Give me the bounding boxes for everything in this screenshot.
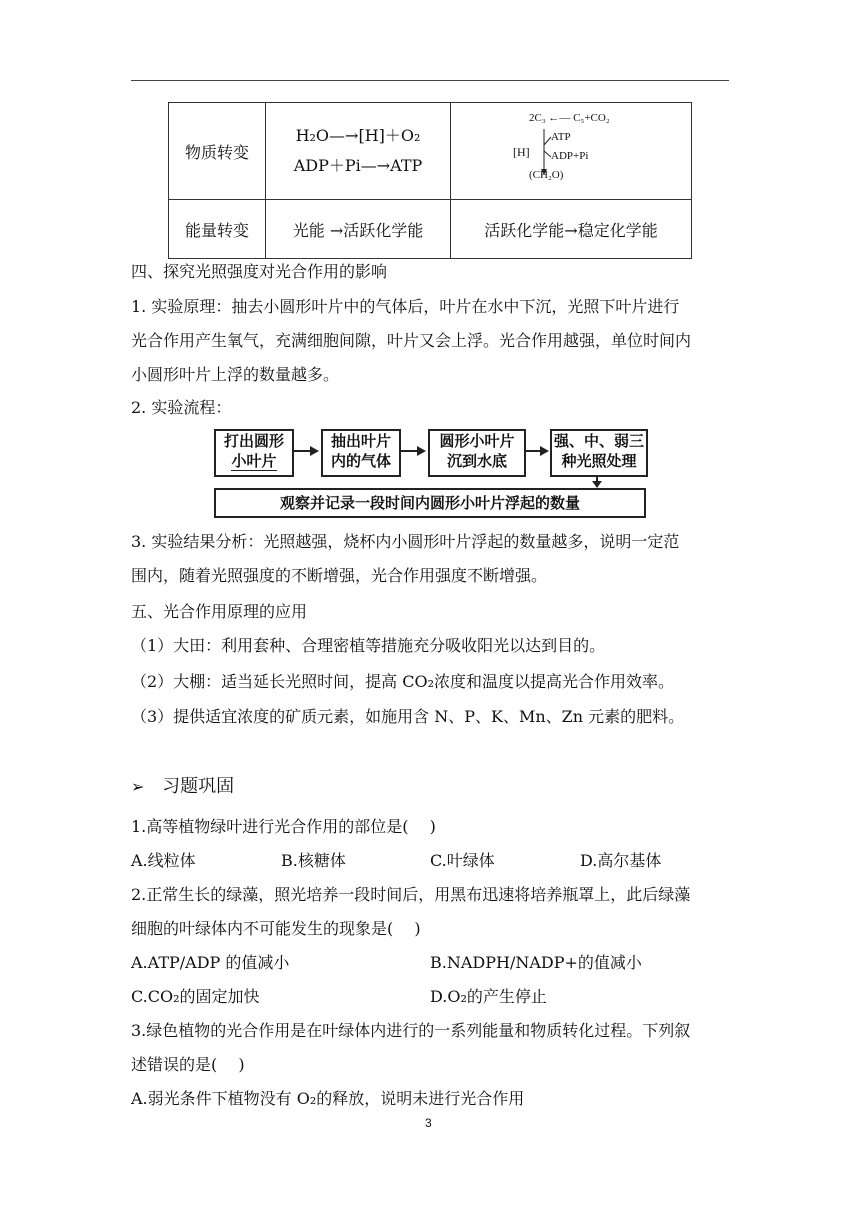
- calvin-ch2o: (CH₂O): [529, 169, 564, 181]
- paragraph-line: 1. 实验原理：抽去小圆形叶片中的气体后，叶片在水中下沉，光照下叶片进行: [131, 297, 680, 316]
- flow-step-text: 打出圆形: [223, 432, 284, 450]
- table-cell-label: 能量转变: [169, 200, 266, 259]
- option-b: B.核糖体: [281, 851, 346, 870]
- option-d: D.O₂的产生停止: [430, 987, 547, 1006]
- flow-step-text: 抽出叶片: [330, 432, 391, 450]
- paragraph-line: 2. 实验流程：: [131, 398, 232, 417]
- option-a: A.弱光条件下植物没有 O₂的释放，说明未进行光合作用: [131, 1089, 525, 1108]
- light-equation-2: ADP＋Pi—→ATP: [293, 156, 423, 175]
- table-cell-light: 光能 →活跃化学能: [266, 200, 451, 259]
- flow-step-text: 沉到水底: [446, 452, 507, 470]
- option-b: B.NADPH/NADP+的值减小: [430, 953, 642, 972]
- flow-step-text: 内的气体: [330, 452, 391, 470]
- calvin-cycle-diagram: [451, 103, 691, 199]
- question-line: 1.高等植物绿叶进行光合作用的部位是( ): [131, 817, 436, 836]
- arrow-down-icon: [590, 475, 604, 489]
- light-equation-1: H₂O—→[H]＋O₂: [295, 126, 421, 145]
- flow-result: [214, 488, 646, 518]
- paragraph-line: 小圆形叶片上浮的数量越多。: [131, 365, 340, 384]
- section4-heading: 四、探究光照强度对光合作用的影响: [131, 262, 388, 281]
- flow-step-text: 圆形小叶片: [439, 432, 515, 450]
- table-cell-light: [266, 103, 451, 200]
- flow-step-underlined: 小叶片: [231, 452, 277, 470]
- option-c: C.CO₂的固定加快: [131, 987, 260, 1006]
- list-item: （1）大田：利用套种、合理密植等措施充分吸收阳光以达到目的。: [131, 636, 606, 655]
- list-item: （3）提供适宜浓度的矿质元素，如施用含 N、P、K、Mn、Zn 元素的肥料。: [131, 707, 685, 726]
- flow-step-text: [216, 451, 292, 471]
- paragraph-line: 3. 实验结果分析：光照越强，烧杯内小圆形叶片浮起的数量越多，说明一定范: [131, 532, 680, 551]
- page-number: 3: [425, 1116, 432, 1130]
- flow-step-3: [428, 429, 526, 477]
- table-row: [169, 200, 692, 259]
- section5-heading: 五、光合作用原理的应用: [131, 602, 308, 621]
- flow-step-2: [321, 429, 401, 477]
- option-a: A.线粒体: [131, 851, 196, 870]
- question-line: 述错误的是( ): [131, 1055, 245, 1074]
- flow-step-text: 种光照处理: [561, 452, 637, 470]
- table-cell-dark: [451, 103, 692, 200]
- arrow-right-icon: [524, 444, 550, 458]
- calvin-top: 2C₃ ←— C₅+CO₂: [529, 112, 610, 124]
- option-a: A.ATP/ADP 的值减小: [131, 953, 290, 972]
- calvin-h: [H]: [513, 145, 530, 159]
- arrow-right-icon: [399, 444, 427, 458]
- flow-step-4: [550, 429, 648, 477]
- paragraph-line: 光合作用产生氧气，充满细胞间隙，叶片又会上浮。光合作用越强，单位时间内: [131, 331, 692, 350]
- table-cell-label: 物质转变: [169, 103, 266, 200]
- table-cell-dark: 活跃化学能→稳定化学能: [451, 200, 692, 259]
- list-item: （2）大棚：适当延长光照时间，提高 CO₂浓度和温度以提高光合作用效率。: [131, 672, 675, 691]
- question-line: 细胞的叶绿体内不可能发生的现象是( ): [131, 919, 421, 938]
- flow-step-1: [214, 429, 294, 477]
- arrow-bullet-icon: ➢: [131, 777, 145, 796]
- exercises-heading: [131, 776, 234, 798]
- flow-result-text: 观察并记录一段时间内圆形小叶片浮起的数量: [279, 494, 580, 512]
- option-d: D.高尔基体: [580, 851, 662, 870]
- question-line: 2.正常生长的绿藻，照光培养一段时间后，用黑布迅速将培养瓶罩上，此后绿藻: [131, 885, 691, 904]
- comparison-table: [168, 102, 692, 259]
- calvin-adp: ADP+Pi: [551, 150, 589, 162]
- flow-step-text: 强、中、弱三: [553, 432, 644, 450]
- paragraph-line: 围内，随着光照强度的不断增强，光合作用强度不断增强。: [131, 566, 548, 585]
- calvin-atp: ATP: [551, 131, 571, 143]
- table-row: [169, 103, 692, 200]
- option-c: C.叶绿体: [430, 851, 495, 870]
- arrow-right-icon: [292, 444, 320, 458]
- question-line: 3.绿色植物的光合作用是在叶绿体内进行的一系列能量和物质转化过程。下列叙: [131, 1021, 691, 1040]
- exercises-heading-text: 习题巩固: [162, 776, 235, 797]
- header-rule: [131, 80, 729, 81]
